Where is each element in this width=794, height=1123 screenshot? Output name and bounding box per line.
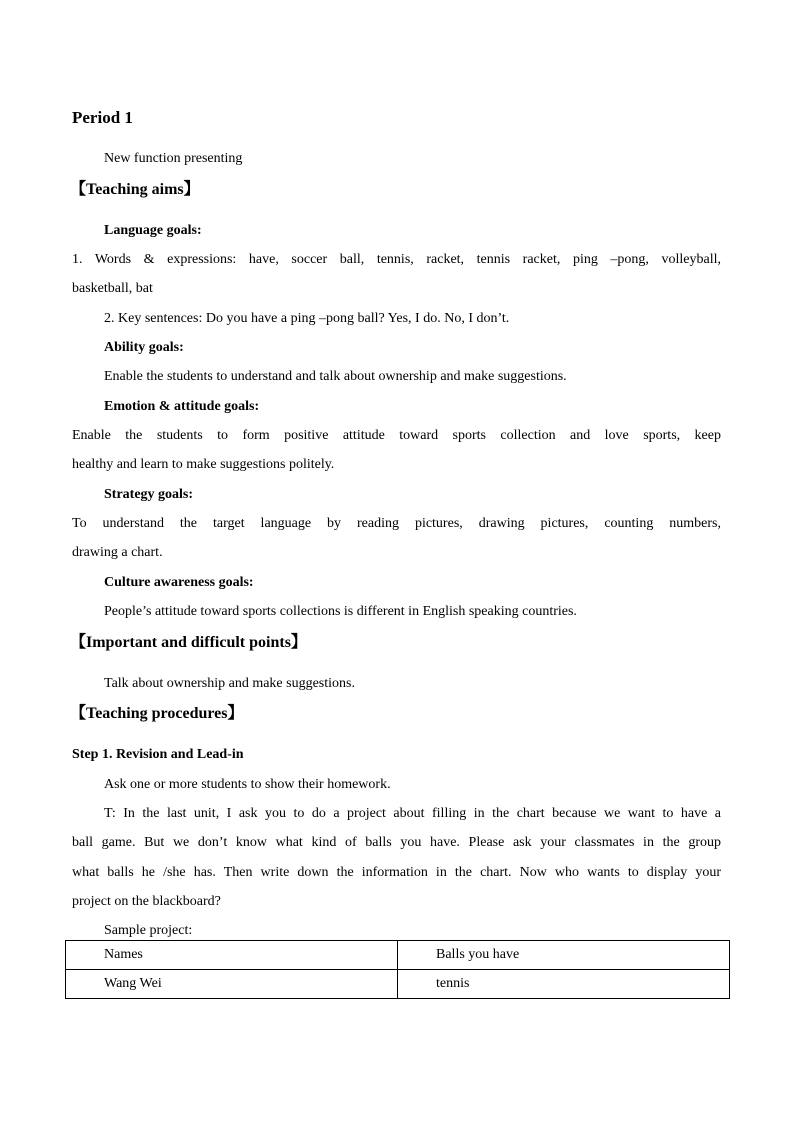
words-expressions-line2: basketball, bat	[72, 281, 153, 296]
teaching-procedures-heading: 【Teaching procedures】	[70, 705, 244, 722]
culture-goals-text: People’s attitude toward sports collections is different in English speaking countries.	[104, 604, 577, 619]
strategy-goals-line1: To understand the target language by reading pictures, drawing pictures, counting numbers,	[72, 516, 721, 531]
ability-goals-heading: Ability goals:	[104, 340, 184, 355]
emotion-goals-heading: Emotion & attitude goals:	[104, 399, 260, 414]
table-cell-name: Wang Wei	[66, 970, 398, 999]
words-expressions-line1: 1. Words & expressions: have, soccer ball, tennis, racket, tennis racket, ping –pong, volleyball,	[72, 252, 721, 267]
table-header-row	[66, 941, 730, 970]
subtitle: New function presenting	[104, 151, 243, 166]
teacher-paragraph-line2: ball game. But we don’t know what kind of balls you have. Please ask your classmates in the group	[72, 835, 721, 850]
table-header-balls: Balls you have	[398, 941, 730, 970]
period-title: Period 1	[72, 108, 133, 127]
teaching-aims-heading: 【Teaching aims】	[70, 181, 200, 198]
culture-goals-heading: Culture awareness goals:	[104, 575, 254, 590]
strategy-goals-line2: drawing a chart.	[72, 545, 163, 560]
important-points-text: Talk about ownership and make suggestions.	[104, 676, 355, 691]
table-header-names: Names	[66, 941, 398, 970]
step1-intro: Ask one or more students to show their homework.	[104, 777, 391, 792]
teacher-paragraph-line4: project on the blackboard?	[72, 894, 221, 909]
language-goals-heading: Language goals:	[104, 223, 202, 238]
table-cell-balls: tennis	[398, 970, 730, 999]
key-sentences: 2. Key sentences: Do you have a ping –pong ball? Yes, I do. No, I don’t.	[104, 311, 510, 326]
ability-goals-text: Enable the students to understand and talk about ownership and make suggestions.	[104, 369, 567, 384]
important-points-heading: 【Important and difficult points】	[70, 634, 307, 651]
emotion-goals-line1: Enable the students to form positive attitude toward sports collection and love sports, keep	[72, 428, 721, 443]
step1-heading: Step 1. Revision and Lead-in	[72, 747, 244, 762]
table-row	[66, 970, 730, 999]
strategy-goals-heading: Strategy goals:	[104, 487, 194, 502]
emotion-goals-line2: healthy and learn to make suggestions politely.	[72, 457, 335, 472]
teacher-paragraph-line1: T: In the last unit, I ask you to do a project about filling in the chart because we want to have a	[104, 806, 721, 821]
sample-project-table	[65, 940, 730, 999]
teacher-paragraph-line3: what balls he /she has. Then write down the information in the chart. Now who wants to display your	[72, 865, 721, 880]
sample-project-label: Sample project:	[104, 923, 193, 938]
